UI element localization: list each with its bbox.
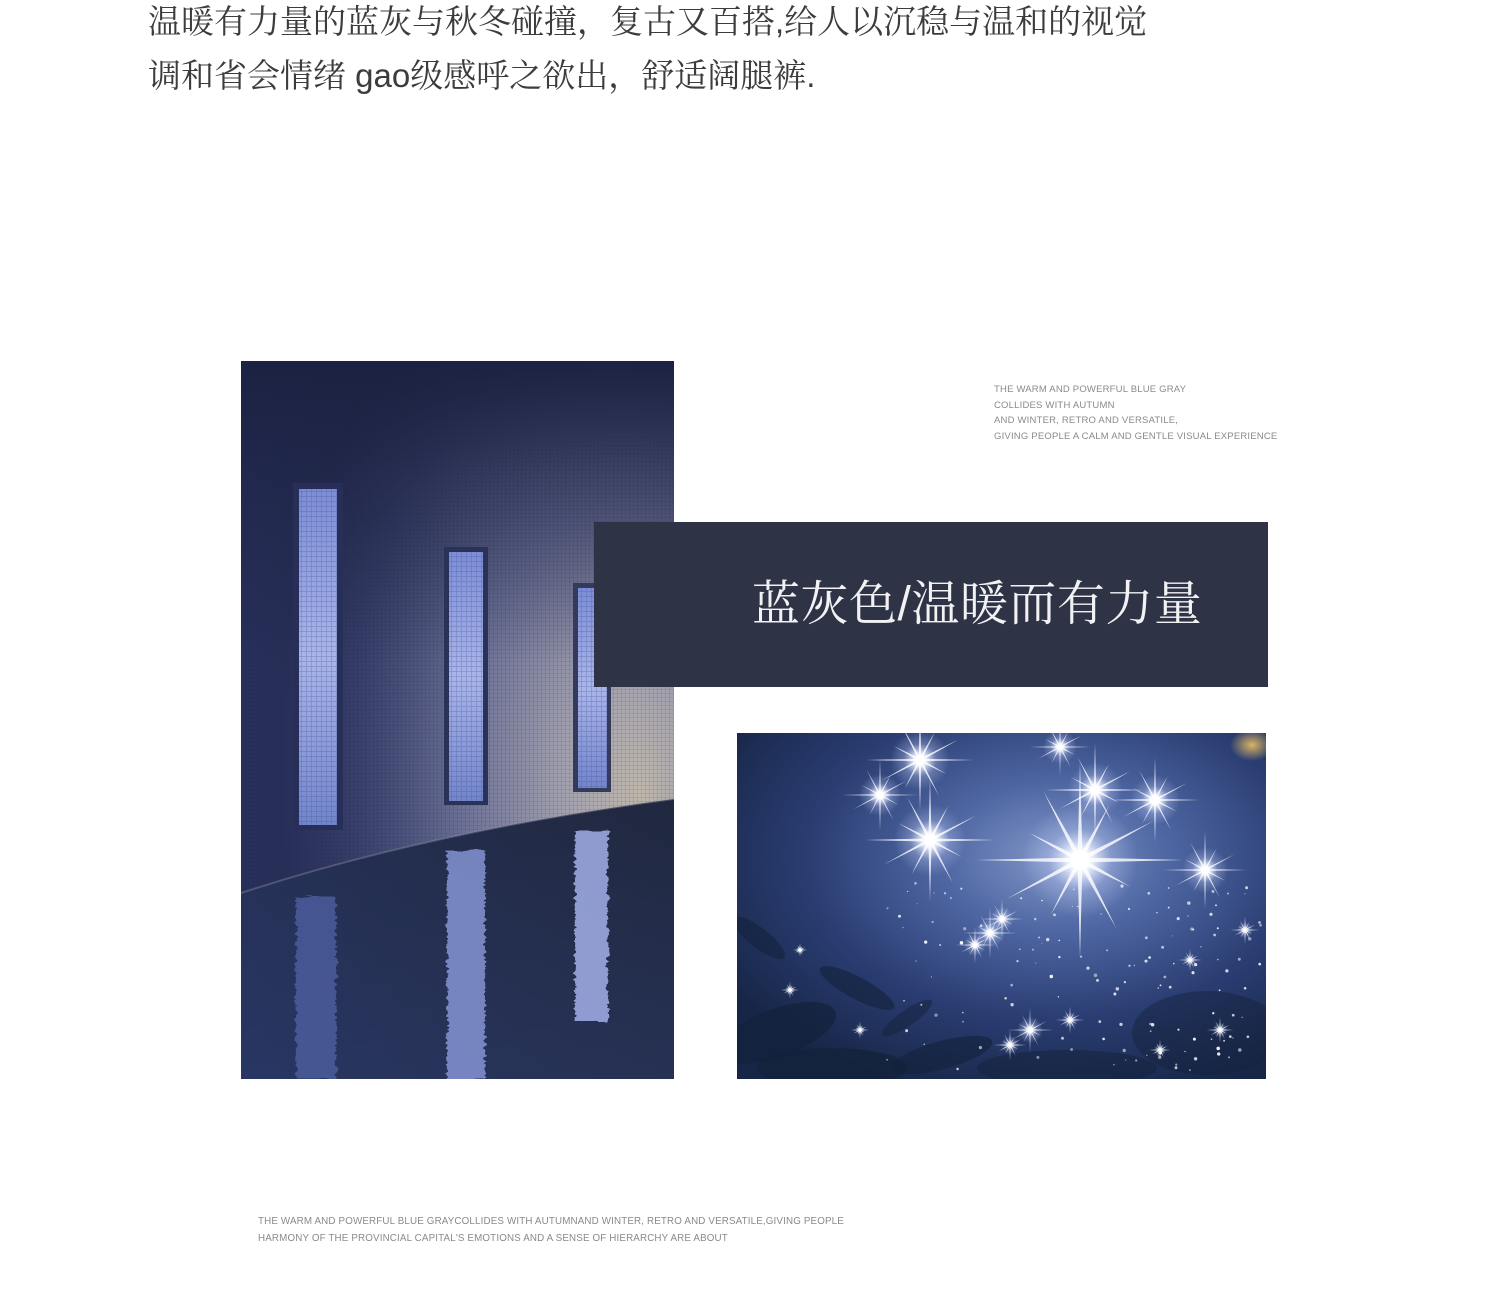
sparkle-speck	[1053, 914, 1056, 917]
sparkle-speck	[1168, 887, 1170, 889]
sparkle-speck	[1124, 981, 1126, 983]
sparkle-speck	[1211, 1038, 1213, 1040]
sparkle-speck	[1173, 963, 1175, 965]
sparkle-speck	[1213, 934, 1216, 937]
sparkle-speck	[1032, 949, 1034, 951]
sparkle-speck	[1061, 1037, 1064, 1040]
sparkle-speck	[1228, 1056, 1230, 1058]
sparkle-speck	[1247, 1035, 1250, 1038]
sparkle-speck	[960, 941, 964, 945]
sparkle-speck	[1038, 937, 1040, 939]
sparkle-speck	[1212, 1012, 1214, 1014]
intro-text-line-2: 调和省会情绪 gao级感呼之欲出，舒适阔腿裤.	[148, 57, 816, 94]
sparkle-speck	[1116, 987, 1119, 990]
sparkle-speck	[1145, 936, 1148, 939]
sparkle-speck	[1086, 966, 1089, 969]
sparkle-speck	[1019, 948, 1021, 950]
sparkle-speck	[1168, 907, 1170, 909]
sparkle-speck	[1219, 989, 1221, 991]
sparkle-speck	[1096, 979, 1099, 982]
title-panel	[594, 522, 1268, 687]
sparkle-speck	[950, 897, 952, 899]
sparkle-speck	[924, 940, 927, 943]
sparkle-core	[1090, 785, 1100, 795]
sparkle-core	[876, 791, 884, 799]
sparkle-speck	[1259, 924, 1262, 927]
interior-pool-photo	[241, 361, 674, 1079]
sparkle-speck	[1189, 1069, 1190, 1070]
sparkle-speck	[1128, 965, 1130, 967]
sparkle-core	[1159, 1049, 1161, 1051]
sparkle-speck	[934, 1013, 937, 1016]
caption-bottom-line-2: HARMONY OF THE PROVINCIAL CAPITAL'S EMOTIONS AND A SENSE OF HIERARCHY ARE ABOUT	[258, 1233, 728, 1244]
sparkling-water-photo	[737, 733, 1266, 1079]
sparkle-speck	[1050, 975, 1053, 978]
sparkle-core	[1219, 1029, 1222, 1032]
sparkle-speck	[963, 927, 966, 930]
sparkle-speck	[1041, 900, 1043, 902]
sparkle-speck	[960, 888, 962, 890]
sparkle-speck	[1036, 1056, 1039, 1059]
sparkle-speck	[1200, 946, 1201, 947]
sparkle-speck	[1217, 927, 1219, 929]
sparkle-speck	[1010, 984, 1013, 987]
interior-pool-illustration	[241, 361, 674, 1079]
sparkle-speck	[1217, 1052, 1220, 1055]
sparkle-speck	[1172, 935, 1173, 936]
sparkle-speck	[1135, 1059, 1137, 1061]
sparkle-speck	[1223, 1040, 1225, 1042]
sparkle-speck	[1146, 1055, 1147, 1056]
sparkle-speck	[1058, 956, 1060, 958]
sparkle-speck	[939, 944, 941, 946]
sparkle-core	[1070, 850, 1091, 871]
sparkle-speck	[905, 1029, 908, 1032]
intro-text-line-1: 温暖有力量的蓝灰与秋冬碰撞，复古又百搭,给人以沉稳与温和的视觉	[148, 3, 1148, 40]
sparkle-core	[1151, 796, 1160, 805]
sparkle-speck	[944, 892, 946, 894]
sparkle-speck	[907, 891, 908, 892]
sparkle-speck	[886, 907, 888, 909]
sparkle-speck	[1016, 960, 1018, 962]
sparkle-speck	[980, 924, 983, 927]
sparkle-speck	[1215, 904, 1217, 906]
sparkle-speck	[1072, 906, 1073, 907]
sparkle-speck	[1150, 1030, 1152, 1032]
sparkle-speck	[956, 1068, 958, 1070]
sparkle-speck	[1187, 901, 1190, 904]
sparkle-core	[973, 943, 977, 947]
sparkle-speck	[1194, 1057, 1197, 1060]
sparkle-speck	[1034, 918, 1037, 921]
sparkle-speck	[1158, 1056, 1161, 1059]
sparkle-speck	[1046, 938, 1049, 941]
sparkle-core	[859, 1029, 861, 1031]
caption-bottom-line-1: THE WARM AND POWERFUL BLUE GRAYCOLLIDES WITH AUTUMNAND WINTER, RETRO AND VERSATILE,GIVING PEOPLE	[258, 1216, 844, 1227]
section-title: 蓝灰色/温暖而有力量	[752, 578, 1203, 631]
sparkle-speck	[1102, 1038, 1105, 1041]
sparkle-speck	[1073, 889, 1074, 890]
sparkle-speck	[1238, 958, 1241, 961]
sparkle-speck	[1217, 959, 1219, 961]
sparkle-speck	[1134, 965, 1135, 966]
sparkle-speck	[1175, 1066, 1178, 1069]
sparkle-speck	[1225, 969, 1228, 972]
sparkle-core	[1000, 917, 1004, 921]
sparkle-speck	[934, 893, 935, 894]
sparkle-speck	[1120, 885, 1123, 888]
sparkle-speck	[1094, 974, 1098, 978]
sparkle-speck	[1212, 890, 1215, 893]
sparkle-speck	[1232, 1014, 1235, 1017]
sparkle-speck	[1160, 984, 1162, 986]
sparkle-core	[1008, 1043, 1011, 1046]
sparkle-core	[789, 989, 791, 991]
sparkle-speck	[915, 960, 916, 961]
sparkle-speck	[1244, 987, 1247, 990]
sparkle-core	[1069, 1019, 1072, 1022]
sparkle-speck	[1020, 897, 1022, 899]
sparkle-speck	[1158, 1055, 1159, 1056]
sparkle-core	[1201, 866, 1209, 874]
sparkle-speck	[1058, 996, 1059, 997]
sparkle-speck	[986, 925, 988, 927]
sparkle-speck	[1227, 893, 1229, 895]
sparkle-speck	[1229, 1035, 1232, 1038]
sparkle-speck	[923, 1043, 925, 1045]
sparkle-speck	[1077, 906, 1079, 908]
sparkle-speck	[1119, 1023, 1122, 1026]
sparkle-speck	[1035, 962, 1036, 963]
sparkle-speck	[920, 1004, 922, 1006]
sparkle-speck	[1125, 1059, 1126, 1060]
english-caption-top	[994, 382, 1277, 444]
sparkle-speck	[1241, 1017, 1242, 1018]
sparkle-speck	[1157, 987, 1159, 989]
sparkle-core	[799, 949, 801, 951]
sparkle-speck	[1184, 1051, 1185, 1052]
english-caption-bottom	[258, 1213, 844, 1247]
sparkle-core	[1244, 929, 1247, 932]
sparkle-speck	[903, 1000, 905, 1002]
sparkle-speck	[1147, 892, 1150, 895]
sparkle-speck	[1156, 912, 1157, 913]
sparkle-speck	[1177, 1029, 1179, 1031]
sparkle-speck	[1098, 1020, 1101, 1023]
sparkle-speck	[1041, 943, 1042, 944]
sparkle-core	[1189, 959, 1191, 961]
sparkle-speck	[914, 882, 917, 885]
sparkle-speck	[1194, 963, 1197, 966]
sparkle-speck	[1232, 1037, 1233, 1038]
sparkle-speck	[1193, 1038, 1196, 1041]
sparkle-speck	[1113, 993, 1116, 996]
sparkle-speck	[1058, 940, 1060, 942]
sparkle-speck	[886, 1059, 888, 1061]
sparkle-speck	[1245, 886, 1248, 889]
sparkle-speck	[962, 1021, 964, 1023]
sparkle-speck	[1216, 1047, 1220, 1051]
sparkle-speck	[1123, 1049, 1126, 1052]
sparkle-speck	[1248, 937, 1252, 941]
sparkle-speck	[902, 927, 904, 929]
caption-top-line-2: COLLIDES WITH AUTUMN	[994, 399, 1115, 411]
sparkle-speck	[1010, 1003, 1013, 1006]
caption-top-line-1: THE WARM AND POWERFUL BLUE GRAY	[994, 384, 1187, 395]
sparkle-speck	[1175, 1063, 1177, 1065]
sparkle-speck	[1144, 960, 1147, 963]
sparkle-speck	[1169, 986, 1172, 989]
sparkle-speck	[1128, 908, 1130, 910]
window-1	[293, 483, 343, 830]
window-2	[444, 547, 488, 805]
sparkle-speck	[1258, 921, 1261, 924]
sparkle-speck	[1164, 976, 1167, 979]
sparkle-speck	[1161, 946, 1164, 949]
sparkle-core	[987, 930, 992, 935]
sparkle-speck	[979, 1046, 982, 1049]
sparkle-speck	[1209, 913, 1212, 916]
sparkle-speck	[1159, 1051, 1162, 1054]
sparkle-speck	[1148, 956, 1151, 959]
sparkle-speck	[916, 903, 917, 904]
sparkle-speck	[1191, 971, 1194, 974]
sparkle-speck	[1244, 893, 1245, 894]
sparkle-speck	[898, 915, 901, 918]
caption-top-line-4: GIVING PEOPLE A CALM AND GENTLE VISUAL EXPERIENCE	[994, 430, 1278, 442]
sparkle-speck	[932, 921, 934, 923]
sparkle-speck	[1177, 917, 1180, 920]
sparkle-core	[915, 755, 926, 766]
sparkle-speck	[1080, 956, 1082, 958]
sparkle-core	[1057, 744, 1063, 750]
sparkle-speck	[1258, 963, 1261, 966]
caption-top-line-3: AND WINTER, RETRO AND VERSATILE,	[994, 415, 1179, 427]
sparkle-speck	[1190, 927, 1193, 930]
sparkle-speck	[1070, 1048, 1073, 1051]
sparkle-speck	[1004, 997, 1007, 1000]
sparkle-speck	[1113, 1064, 1115, 1066]
sparkle-core	[1028, 1028, 1033, 1033]
sparkle-speck	[962, 1012, 964, 1014]
sparkle-speck	[1187, 915, 1188, 916]
sparkle-speck	[1238, 1048, 1241, 1051]
sparkle-speck	[1106, 949, 1108, 951]
sparkle-speck	[1100, 913, 1102, 915]
sparkle-speck	[931, 976, 932, 977]
sparkle-core	[924, 834, 937, 847]
sparkling-water-illustration	[737, 733, 1266, 1079]
sparkle-speck	[1149, 1023, 1152, 1026]
